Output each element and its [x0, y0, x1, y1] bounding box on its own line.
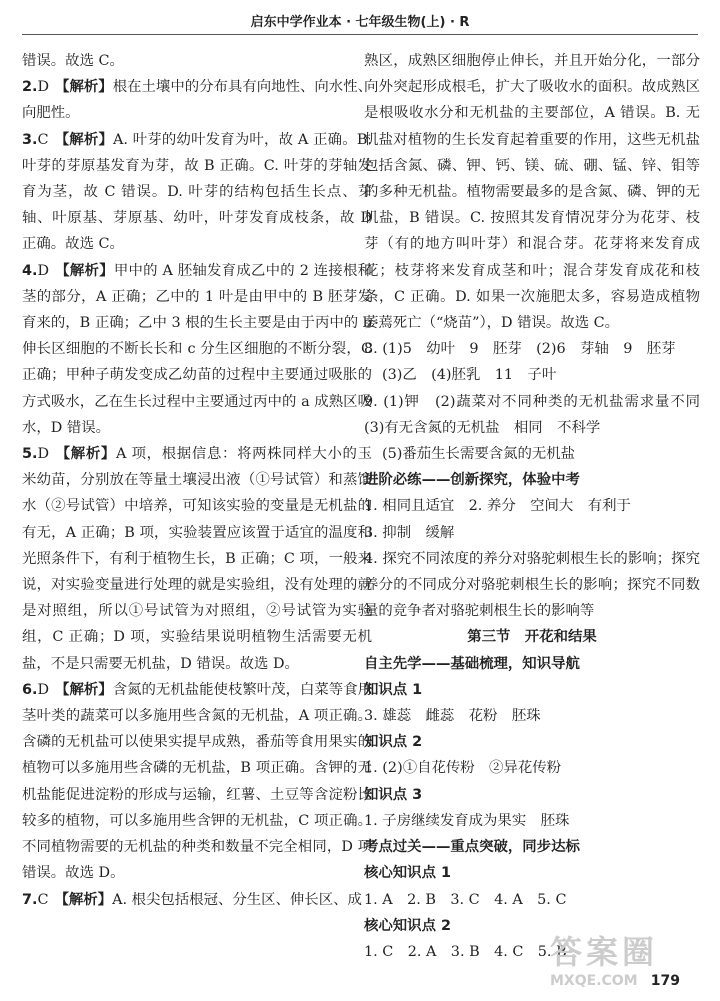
- page-header: [0, 0, 720, 40]
- header-rule: [22, 34, 698, 35]
- analysis-tag: 【解析】: [54, 131, 114, 148]
- core-point-1-answer: 1. A 2. B 3. C 4. A 5. C: [364, 891, 567, 908]
- advance-answers-1: 1. 相同且适宜 2. 养分 空间大 有利于: [364, 498, 631, 515]
- answer-item-8: 8. (1)5 幼叶 9 胚芽 (2)6 芽轴 9 胚芽: [364, 341, 676, 358]
- watermark-text: 答案圈: [550, 933, 659, 971]
- answer-letter: D: [37, 79, 50, 96]
- item-number: 6.: [22, 681, 38, 698]
- answer-item-2: [22, 74, 372, 126]
- advance-answers-3: 3. 抑制 缓解: [364, 524, 455, 541]
- analysis-tag: 【解析】: [55, 681, 113, 698]
- knowledge-point-2: 知识点 2: [364, 734, 423, 751]
- analysis-text: A 项，根据信息：将两株同样大小的玉米幼苗，分别放在等量土壤浸出液（①号试管）和蒸馏水（②号试管）中培养，可知该实验的变量是无机盐的有无，A 正确；B 项，实验装置应该置于适宜的温度和光照条件下，有利于植物生长，B 正确；C 项，一般来说，对实验变量进行处理的就是实验组，没有处理的就是对照组，所以①号试管为对照组，②号试管为实验组，C 正确；D 项，实验结果说明植物生活需要无机盐，不是只需要无机盐，D 错误。故选 D。: [22, 446, 372, 672]
- core-point-2-answer: 1. C 2. A 3. B 4. C 5. B: [364, 943, 567, 960]
- answer-item-9-line2: (5)番茄生长需要含氮的无机盐: [382, 446, 576, 463]
- analysis-tag: 【解析】: [55, 79, 113, 96]
- analysis-tag: 【解析】: [55, 262, 114, 279]
- knowledge-point-1: 知识点 1: [364, 681, 423, 698]
- analysis-text: A. 根尖包括根冠、分生区、伸长区、成: [112, 891, 362, 908]
- answer-item-7: [22, 887, 372, 913]
- answer-letter: C: [37, 891, 49, 908]
- item-number: 3.: [22, 131, 38, 148]
- item-number: 4.: [22, 262, 38, 279]
- section-title: 第三节 开花和结果: [467, 629, 597, 646]
- answer-letter: C: [37, 131, 49, 148]
- item-number: 5.: [22, 446, 38, 463]
- answer-letter: D: [37, 446, 50, 463]
- advance-answers-4: 4. 探究不同浓度的养分对骆驼刺根生长的影响；探究养分的不同成分对骆驼刺根生长的影响；探究不同数量的竞争者对骆驼刺根生长的影响等: [364, 550, 700, 620]
- item-number: 2.: [22, 79, 38, 96]
- section-heading-self-study: 自主先学——基础梳理，知识导航: [364, 655, 580, 672]
- watermark: [550, 927, 710, 997]
- knowledge-point-1-answer: 3. 雄蕊 雌蕊 花粉 胚珠: [364, 708, 541, 725]
- core-point-1: 核心知识点 1: [364, 865, 451, 882]
- item-number: 7.: [22, 891, 38, 908]
- book-title: 启东中学作业本 · 七年级生物(上) · R: [250, 15, 470, 30]
- answer-line: 错误。故选 C。: [22, 53, 124, 69]
- answer-item-7-continued: 熟区，成熟区细胞停止伸长，并且开始分化，一部分向外突起形成根毛，扩大了吸收水的面积。故成熟区是根吸收水分和无机盐的主要部位，A 错误。B. 无机盐对植物的生长发育起着重要的作用，这些无机盐包括含氮、磷、钾、钙、镁、硫、硼、锰、锌、钼等的多种无机盐。植物需要最多的是含氮、磷、钾的无机盐，B 错误。C. 按照其发育情况芽分为花芽、枝芽（有的地方叫叶芽）和混合芽。花芽将来发育成花；枝芽将来发育成茎和叶；混合芽发育成花和枝条，C 正确。D. 如果一次施肥太多，容易造成植物萎蔫死亡（“烧苗”），D 错误。故选 C。: [364, 53, 700, 332]
- answer-letter: D: [37, 262, 50, 279]
- answer-item-5: [22, 441, 372, 677]
- analysis-text: 甲中的 A 胚轴发育成乙中的 2 连接根和茎的部分，A 正确；乙中的 1 叶是由甲中的 B 胚芽发育来的，B 正确；乙中 3 根的生长主要是由于丙中的 b 伸长区细胞的不断长长和 c 分生区细胞的不断分裂，C 正确；甲种子萌发变成乙幼苗的过程中主要通过吸胀的方式吸水，乙在生长过程中主要通过丙中的 a 成熟区吸水，D 错误。: [22, 262, 372, 436]
- answer-item-3: [22, 127, 372, 258]
- right-column: [364, 48, 715, 965]
- analysis-text: A. 叶芽的幼叶发育为叶，故 A 正确。B. 叶芽的芽原基发育为芽，故 B 正确。C. 叶芽的芽轴发育为茎，故 C 错误。D. 叶芽的结构包括生长点、芽轴、叶原基、芽原基、幼叶，叶芽发育成枝条，故 D 正确。故选 C。: [22, 131, 372, 253]
- answer-item-6: [22, 677, 372, 887]
- section-heading-advance: 进阶必练——创新探究，体验中考: [364, 472, 580, 489]
- knowledge-point-3: 知识点 3: [364, 786, 423, 803]
- answer-item-4: [22, 258, 372, 441]
- section-heading-exam: 考点过关——重点突破，同步达标: [364, 839, 580, 856]
- analysis-tag: 【解析】: [54, 891, 113, 908]
- watermark-url: MXQE.COM: [550, 973, 638, 989]
- core-point-2: 核心知识点 2: [364, 917, 451, 934]
- answer-letter: D: [37, 681, 50, 698]
- analysis-text: 含氮的无机盐能使枝繁叶茂，白菜等食用茎叶类的蔬菜可以多施用些含氮的无机盐，A 项正确。含磷的无机盐可以使果实提早成熟，番茄等食用果实的植物可以多施用些含磷的无机盐，B 项正确。含钾的无机盐能促进淀粉的形成与运输，红薯、土豆等含淀粉比较多的植物，可以多施用些含钾的无机盐，C 项正确。不同植物需要的无机盐的种类和数量不完全相同，D 项错误。故选 D。: [22, 681, 372, 882]
- page-number: 179: [650, 973, 680, 989]
- knowledge-point-3-answer: 1. 子房继续发育成为果实 胚珠: [364, 812, 570, 829]
- left-column: [22, 48, 372, 913]
- analysis-text: 根在土壤中的分布具有向地性、向水性、向肥性。: [22, 79, 372, 122]
- answer-item-8-line2: (3)乙 (4)胚乳 11 子叶: [382, 367, 557, 384]
- answer-item-9: 9. (1)钾 (2)蔬菜对不同种类的无机盐需求量不同 (3)有无含氮的无机盐 相同 不科学: [364, 393, 715, 436]
- analysis-tag: 【解析】: [55, 446, 116, 463]
- knowledge-point-2-answer: 1. (2)①自花传粉 ②异花传粉: [364, 760, 561, 777]
